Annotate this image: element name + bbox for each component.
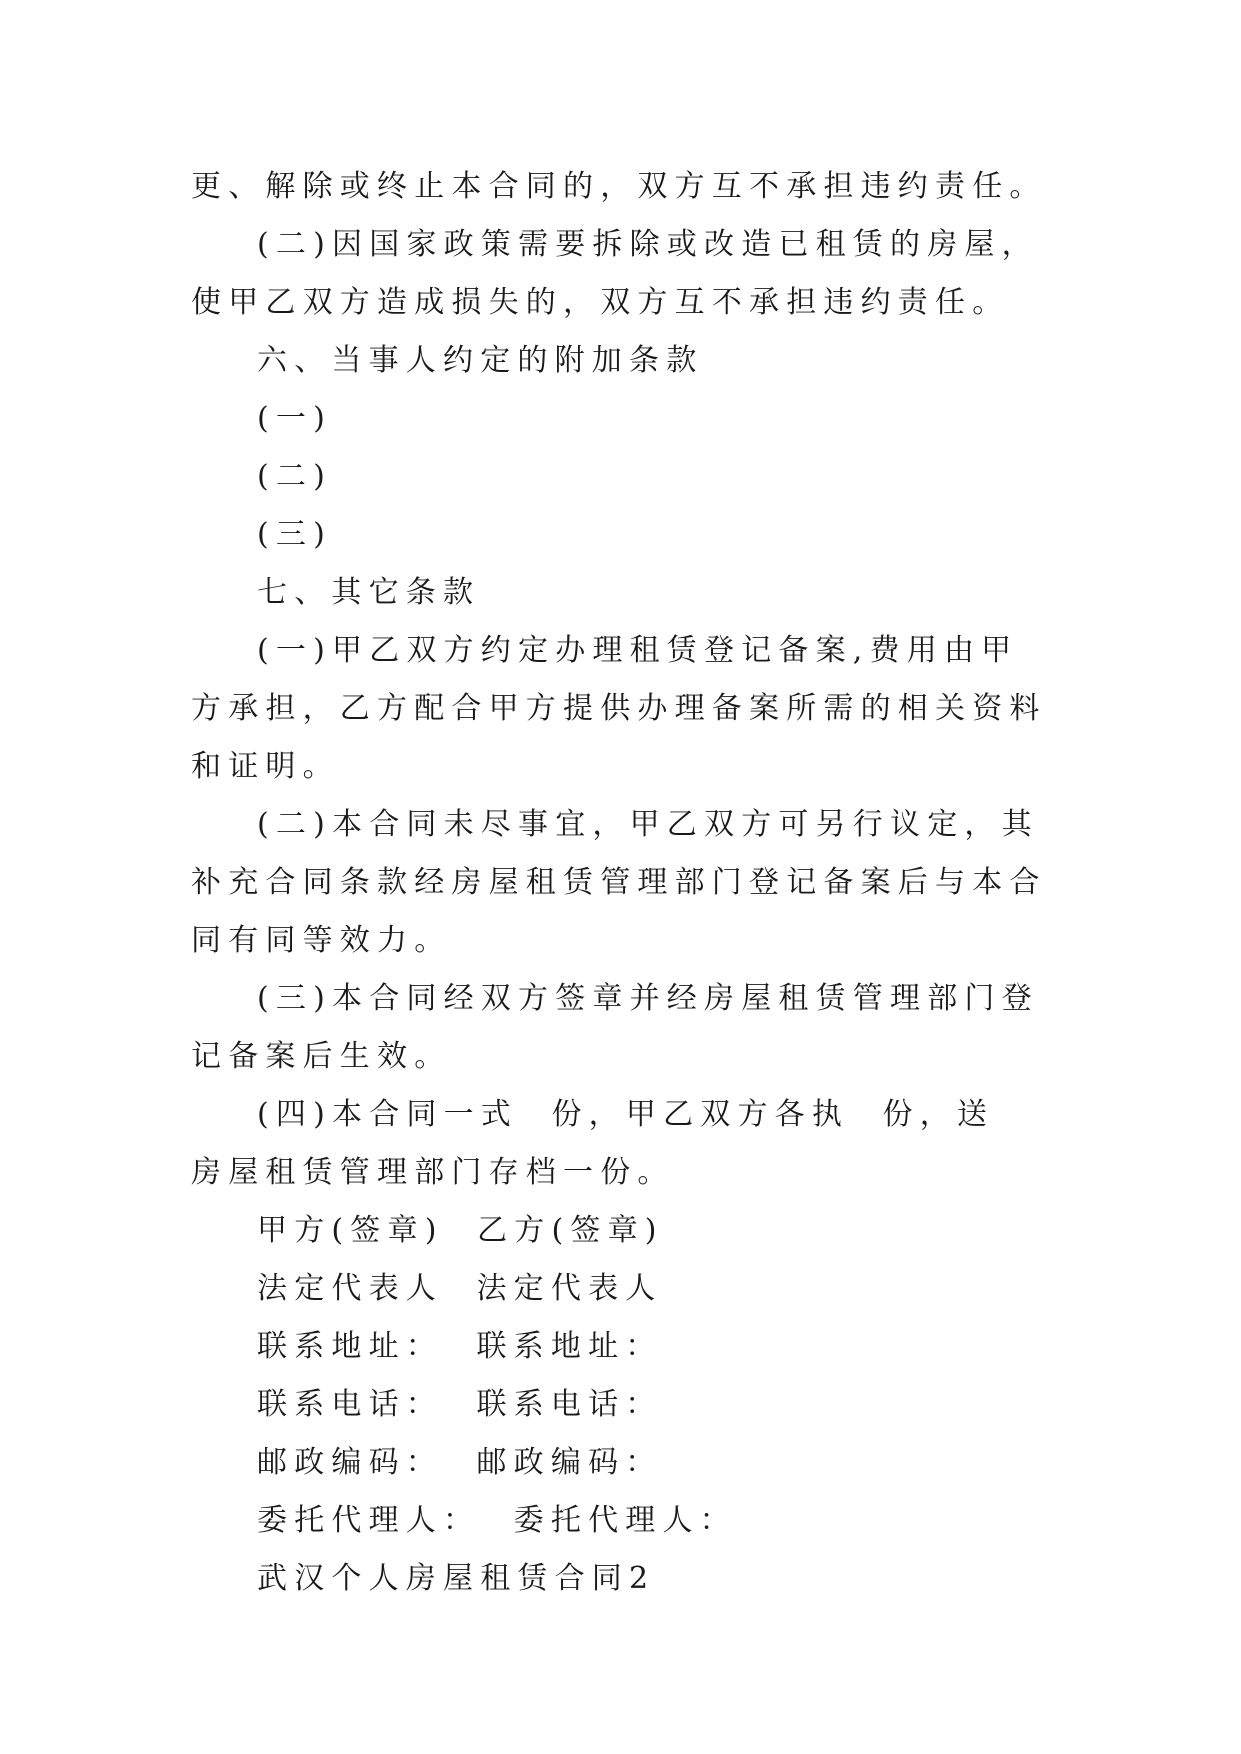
clause-policy-demolition: (二)因国家政策需要拆除或改造已租赁的房屋，使甲乙双方造成损失的，双方互不承担违约责任。	[191, 227, 1039, 320]
other-term-2: (二)本合同未尽事宜，甲乙双方可另行议定，其补充合同条款经房屋租赁管理部门登记备案后与本合同有同等效力。	[191, 807, 1047, 958]
additional-term-1: (一)	[257, 401, 333, 436]
paragraph-continuation: 更、解除或终止本合同的，双方互不承担违约责任。	[191, 169, 1047, 204]
other-term-1: (一)甲乙双方约定办理租赁登记备案,费用由甲方承担，乙方配合甲方提供办理备案所需的相关资料和证明。	[191, 633, 1047, 784]
section-heading-additional-terms: 六、当事人约定的附加条款	[257, 343, 704, 378]
other-term-3: (三)本合同经双方签章并经房屋租赁管理部门登记备案后生效。	[191, 981, 1039, 1074]
postal-code-line: 邮政编码： 邮政编码：	[257, 1445, 663, 1480]
document-body	[191, 158, 1051, 1608]
authorized-agent-line: 委托代理人： 委托代理人：	[257, 1503, 737, 1538]
contact-address-line: 联系地址： 联系地址：	[257, 1329, 663, 1364]
other-term-4: (四)本合同一式 份，甲乙双方各执 份，送 房屋租赁管理部门存档一份。	[191, 1097, 1028, 1190]
additional-term-3: (三)	[257, 517, 333, 552]
signature-line: 甲方(签章) 乙方(签章)	[257, 1213, 664, 1248]
contact-phone-line: 联系电话： 联系电话：	[257, 1387, 663, 1422]
section-heading-other-terms: 七、其它条款	[257, 575, 481, 610]
next-document-title: 武汉个人房屋租赁合同2	[257, 1561, 656, 1596]
legal-representative-line: 法定代表人 法定代表人	[257, 1271, 663, 1306]
additional-term-2: (二)	[257, 459, 333, 494]
